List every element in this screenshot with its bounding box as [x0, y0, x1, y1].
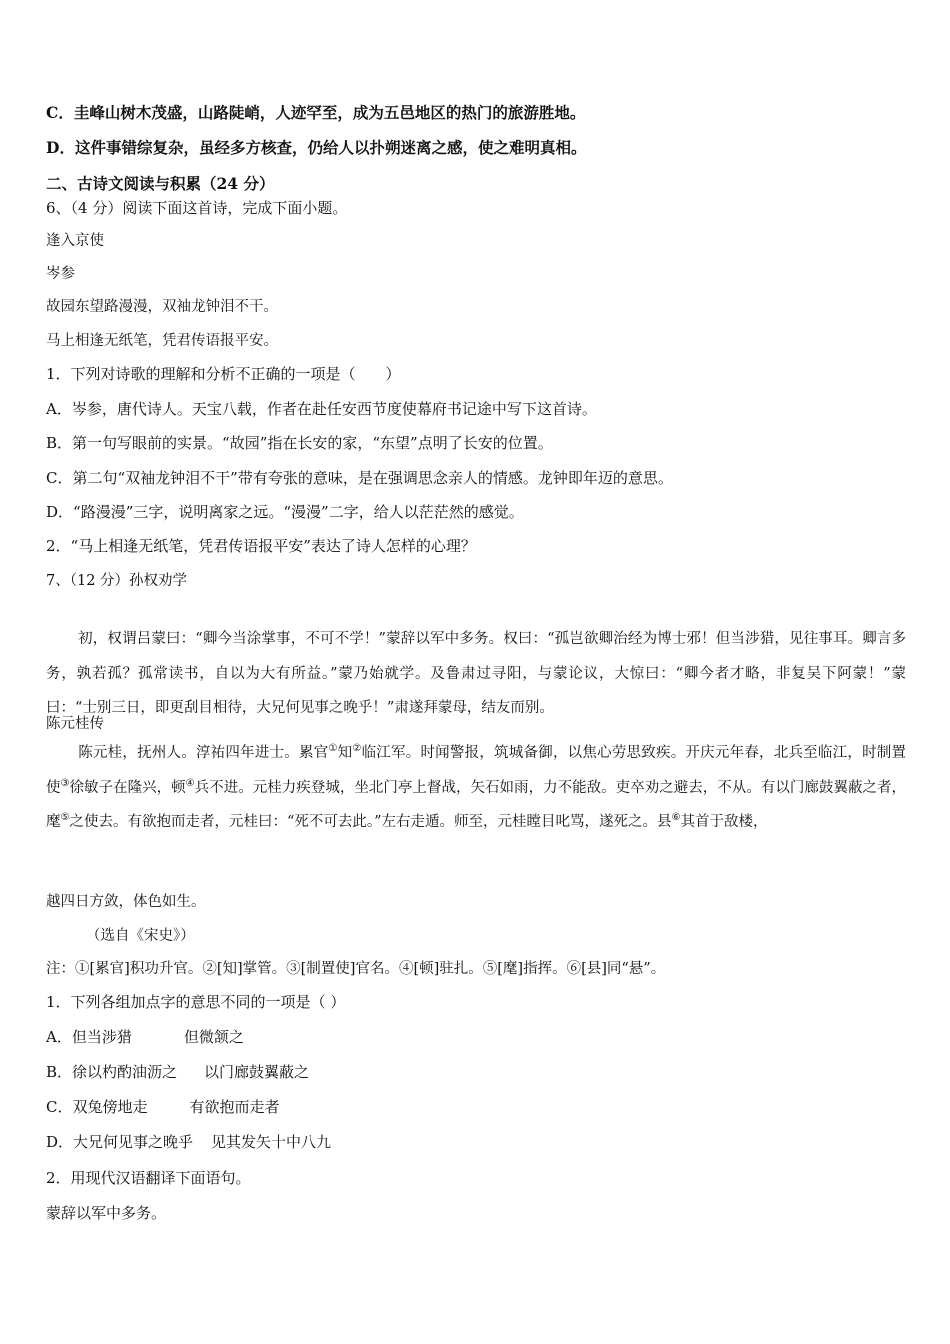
annotation-notes: 注：①[累官]积功升官。②[知]掌管。③[制置使]官名。④[顿]驻扎。⑤[麾]指挥。⑥[县]同“悬”。 — [46, 961, 666, 977]
note-marker: ① — [328, 743, 338, 755]
q7-option-a-right: 但微颔之 — [183, 1028, 244, 1046]
note-marker: ⑤ — [60, 812, 70, 824]
q6-option-d: D．“路漫漫”三字，说明离家之远。“漫漫”二字，给人以茫茫然的感觉。 — [46, 503, 524, 521]
q7-option-a — [46, 1027, 244, 1047]
q7-option-c — [46, 1097, 280, 1117]
passage-2-title: 陈元桂传 — [46, 716, 104, 732]
passage-2-text: 之使去。有欲抱而走者，元桂曰：“死不可去此。”左右走遁。师至，元桂瞠目叱骂，遂死之。县 — [69, 814, 672, 830]
q6-option-b: B．第一句写眼前的实景。“故园”指在长安的家，“东望”点明了长安的位置。 — [46, 434, 553, 452]
q7-option-d-right: 见其发矢十中八九 — [211, 1133, 332, 1151]
poem-title: 逢入京使 — [46, 233, 104, 249]
passage-2-last-line: 越四日方敛，体色如生。 — [46, 894, 206, 910]
q7-sub-question-1: 1．下列各组加点字的意思不同的一项是（ ） — [46, 993, 346, 1011]
passage-2-text: 兵不进。元桂力疾登城，坐北门亭上督战，矢石如雨，力不能敌。吏卒劝之避去，不从。有以门廊鼓翼蔽之者，麾 — [46, 779, 907, 830]
question-6-intro: 6、（4 分）阅读下面这首诗，完成下面小题。 — [46, 199, 348, 217]
q7-sub-question-2: 2．用现代汉语翻译下面语句。 — [46, 1169, 251, 1187]
note-marker: ⑥ — [671, 812, 681, 824]
section-heading: 二、古诗文阅读与积累（24 分） — [46, 174, 275, 193]
q7-option-b-right: 以门廊鼓翼蔽之 — [204, 1063, 310, 1081]
q6-option-c: C．第二句“双袖龙钟泪不干”带有夸张的意味，是在强调思念亲人的情感。龙钟即年迈的意思。 — [46, 469, 673, 487]
q7-option-b — [46, 1062, 309, 1082]
passage-2-text: 陈元桂，抚州人。淳祐四年进士。累官 — [78, 745, 329, 761]
q7-option-a-left: A．但当涉猎 — [46, 1028, 132, 1046]
q7-option-d-left: D．大兄何见事之晚乎 — [46, 1133, 194, 1151]
option-d-top: D．这件事错综复杂，虽经多方核查，仍给人以扑朔迷离之感，使之难明真相。 — [46, 138, 587, 157]
poem-author: 岑参 — [46, 266, 75, 282]
poem-line-2: 马上相逢无纸笔，凭君传语报平安。 — [46, 333, 278, 349]
passage-2-text: 临江军。时闻警报，筑城备御，以焦心劳思致疾。开庆元年春，北兵至临江，时制置使 — [46, 745, 907, 796]
note-marker: ③ — [60, 777, 70, 789]
passage-sun-quan-text: 初，权谓吕蒙曰：“卿今当涂掌事，不可不学！”蒙辞以军中多务。权曰：“孤岂欲卿治经为博士邪！但当涉猎，见往事耳。卿言多务，孰若孤？孤常读书，自以为大有所益。”蒙乃始就学。及鲁肃过寻阳，与蒙论议，大惊曰：“卿今者才略，非复吴下阿蒙！”蒙曰：“士别三日，即更刮目相待，大兄何见事之晚乎！”肃遂拜蒙母，结友而别。 — [46, 631, 906, 716]
passage-2-text: 其首于敌楼， — [680, 814, 768, 830]
option-c-top: C．圭峰山树木茂盛，山路陡峭，人迹罕至，成为五邑地区的热门的旅游胜地。 — [46, 103, 586, 122]
q6-sub-question-1: 1．下列对诗歌的理解和分析不正确的一项是（ ） — [46, 365, 401, 383]
q6-sub-question-2: 2．“马上相逢无纸笔，凭君传语报平安”表达了诗人怎样的心理？ — [46, 537, 476, 555]
poem-line-1: 故园东望路漫漫，双袖龙钟泪不干。 — [46, 299, 278, 315]
q7-option-d — [46, 1132, 331, 1152]
passage-sun-quan — [46, 622, 906, 726]
passage-2-text: 知 — [337, 745, 353, 761]
passage-2-source: （选自《宋史》） — [86, 928, 195, 944]
q7-option-c-left: C．双兔傍地走 — [46, 1098, 148, 1116]
passage-chen-yuangui — [46, 736, 906, 840]
q7-translation-item: 蒙辞以军中多务。 — [46, 1204, 167, 1222]
passage-2-text: 徐敏子在隆兴，顿 — [69, 779, 186, 796]
question-7-intro: 7、（12 分）孙权劝学 — [46, 573, 188, 589]
note-marker: ④ — [185, 777, 195, 789]
note-marker: ② — [352, 743, 362, 755]
q6-option-a: A．岑参，唐代诗人。天宝八载，作者在赴任安西节度使幕府书记途中写下这首诗。 — [46, 400, 597, 418]
q7-option-b-left: B．徐以杓酌油沥之 — [46, 1063, 178, 1081]
q7-option-c-right: 有欲抱而走者 — [189, 1098, 280, 1116]
